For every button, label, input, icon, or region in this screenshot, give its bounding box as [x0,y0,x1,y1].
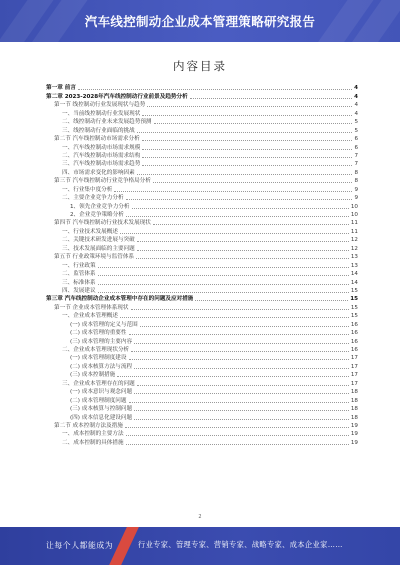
toc-entry[interactable] [46,337,358,345]
toc-heading: 内容目录 [173,59,227,73]
toc-dot-leader [126,216,349,217]
toc-dot-leader [132,208,349,209]
toc-entry-page: 18 [350,414,358,421]
toc-entry[interactable] [46,219,358,227]
toc-dot-leader [134,419,349,420]
toc-entry-title: 二、汽车线控制动市场需求结构 [62,152,141,159]
toc-entry-page: 7 [354,152,358,159]
toc-entry-title: 一、行业集中度分析 [62,186,113,193]
toc-dot-leader [142,157,352,158]
toc-entry[interactable] [46,227,358,235]
toc-entry-title: 一、汽车线控制动市场需求规模 [62,144,141,151]
toc-entry-title: 一、行业政策 [62,262,96,269]
toc-entry-page: 7 [354,161,358,168]
toc-entry[interactable] [46,84,358,92]
toc-entry-title: (一) 成本管理的定义与范围 [70,321,138,328]
page-number: 2 [198,514,202,520]
toc-dot-leader [126,444,349,445]
toc-entry-title: 2、企业竞争策略分析 [70,212,124,218]
toc-entry-title: 二、企业成本管理现状分析 [62,347,130,353]
toc-entry-title: (四) 成本信息化建设问题 [70,414,133,421]
toc-entry-title: (二) 成本管理制度问题 [70,397,127,404]
toc-entry-page: 8 [354,178,358,185]
toc-entry-page: 11 [350,220,358,227]
toc-dot-leader [125,427,349,428]
toc-entry-title: 三、标准体系 [62,279,96,286]
toc-dot-leader [134,393,349,394]
toc-dot-leader [98,284,349,285]
toc-entry-title: 三、企业成本管理存在的问题 [62,380,135,387]
toc-entry-page: 13 [350,254,358,261]
toc-dot-leader [142,165,352,166]
footer-accent-stripe [109,527,139,565]
toc-dot-leader [131,309,349,310]
toc-entry-title: (三) 成本控制措施 [70,372,116,379]
toc-entry[interactable] [46,194,358,202]
toc-dot-leader [142,149,352,150]
toc-entry[interactable] [46,430,358,438]
toc-entry-page: 4 [354,110,358,117]
toc-entry-page: 9 [354,186,358,193]
toc-entry-page: 4 [354,85,358,92]
report-title: 汽车线控制动企业成本管理策略研究报告 [84,14,316,29]
toc-entry[interactable] [46,270,358,278]
toc-entry-title: (三) 成本管理的主要内容 [70,338,133,345]
toc-entry[interactable] [46,354,358,362]
toc-entry-page: 15 [350,313,358,320]
toc-dot-leader [129,334,349,335]
toc-entry[interactable] [46,236,358,244]
toc-entry-page: 12 [350,237,358,244]
toc-entry-page: 4 [354,93,358,100]
toc-entry-page: 18 [350,397,358,404]
toc-entry-page: 9 [354,195,358,202]
toc-entry-page: 17 [350,380,358,387]
toc-entry[interactable] [46,202,358,210]
toc-entry-page: 18 [350,389,358,396]
toc-entry-title: 二、关键技术研发进展与突破 [62,237,135,244]
toc-entry-page: 15 [350,287,358,294]
toc-entry[interactable] [46,152,358,160]
toc-entry-title: 第二章 2023-2028年汽车线控制动行业前景及趋势分析 [46,93,188,100]
toc-entry-title: (二) 成本核算方法与流程 [70,363,133,370]
toc-dot-leader [78,89,352,90]
toc-dot-leader [142,140,353,141]
toc-entry-title: 四、市场需求变化的影响因素 [62,169,135,176]
toc-entry[interactable] [46,371,358,379]
toc-dot-leader [190,98,352,99]
toc-entry-page: 19 [350,431,358,438]
toc-dot-leader [137,241,349,242]
toc-entry[interactable] [46,118,358,126]
toc-entry-page: 4 [354,102,358,109]
toc-entry-page: 18 [350,406,358,413]
toc-entry[interactable] [46,295,358,303]
toc-dot-leader [140,326,349,327]
toc-entry[interactable] [46,253,358,261]
toc-entry[interactable] [46,346,358,354]
toc-entry-page: 19 [350,422,358,429]
toc-dot-leader [98,292,349,293]
report-header-banner [0,0,400,42]
toc-entry[interactable] [46,320,358,328]
toc-entry-page: 13 [350,262,358,269]
toc-dot-leader [137,132,353,133]
toc-entry-title: 三、汽车线控制动市场需求趋势 [62,161,141,168]
toc-dot-leader [129,359,349,360]
toc-entry-page: 12 [350,245,358,252]
toc-entry-title: 第一节 企业成本管理体系现状 [54,304,129,311]
toc-entry-page: 5 [354,119,358,126]
footer-banner [0,527,400,565]
toc-dot-leader [98,275,349,276]
toc-dot-leader [136,258,349,259]
toc-entry-page: 17 [350,372,358,379]
toc-entry-page: 15 [350,296,358,303]
toc-entry-page: 14 [350,279,358,286]
toc-entry-title: 三、技术发展面临的主要问题 [62,245,135,252]
toc-entry[interactable] [46,278,358,286]
toc-entry-page: 15 [350,304,358,311]
toc-entry-title: 第二节 汽车线控制动市场需求分析 [54,136,140,143]
toc-dot-leader [142,115,352,116]
toc-dot-leader [120,233,349,234]
toc-entry-page: 16 [350,330,358,337]
toc-entry-title: 二、线控制动行业未来发展趋势预测 [62,119,152,126]
toc-entry[interactable] [46,379,358,387]
toc-entry[interactable] [46,168,358,176]
toc-entry-title: 第一节 线控制动行业发展现状与趋势 [54,102,146,109]
toc-dot-leader [195,300,348,301]
toc-entry[interactable] [46,143,358,151]
toc-entry-page: 8 [354,169,358,176]
toc-entry[interactable] [46,422,358,430]
toc-entry[interactable] [46,362,358,370]
toc-entry-title: 第四节 汽车线控制动行业技术发展现状 [54,220,151,227]
toc-entry[interactable] [46,185,358,193]
toc-entry-title: 一、行业技术发展概述 [62,228,118,235]
toc-dot-leader [98,267,349,268]
toc-entry-page: 17 [350,363,358,370]
toc-dot-leader [114,191,352,192]
toc-entry[interactable] [46,177,358,185]
toc-entry-title: 第三章 汽车线控制动企业成本管理中存在的问题及应对措施 [46,296,194,303]
toc-entry[interactable] [46,135,358,143]
toc-entry-title: (一) 成本意识与观念问题 [70,389,133,396]
table-of-contents [46,84,358,516]
toc-entry[interactable] [46,396,358,404]
toc-entry-title: 二、监管体系 [62,271,96,278]
toc-entry-page: 5 [354,127,358,134]
toc-entry-page: 17 [350,355,358,362]
toc-dot-leader [147,106,352,107]
toc-entry-page: 11 [350,228,358,235]
toc-entry-page: 10 [350,212,358,218]
toc-dot-leader [137,250,349,251]
toc-entry-title: (一) 成本管理制度建设 [70,355,127,362]
toc-dot-leader [134,410,349,411]
toc-entry[interactable] [46,101,358,109]
toc-dot-leader [134,343,349,344]
toc-entry-title: (三) 成本核算与控制问题 [70,406,133,413]
toc-entry[interactable] [46,329,358,337]
footer-slogan-right: 行业专家、管理专家、营销专家、战略专家、成本企业家…… [138,540,343,549]
toc-entry[interactable] [46,244,358,252]
toc-entry-title: 第五节 行业政策环境与监管体系 [54,254,135,261]
toc-dot-leader [153,224,349,225]
toc-entry-title: 四、发展建议 [62,287,96,294]
toc-entry-page: 6 [354,136,358,143]
toc-dot-leader [137,385,349,386]
toc-entry[interactable] [46,261,358,269]
toc-entry-title: 三、线控制动行业面临的挑战 [62,127,135,134]
toc-entry[interactable] [46,109,358,117]
toc-entry[interactable] [46,388,358,396]
toc-dot-leader [117,376,349,377]
toc-entry-page: 14 [350,271,358,278]
toc-entry-page: 16 [350,321,358,328]
toc-entry-title: 一、企业成本管理概述 [62,313,118,320]
toc-entry-title: (二) 成本管理的重要性 [70,330,127,337]
toc-entry[interactable] [46,126,358,134]
toc-entry-page: 19 [350,439,358,446]
toc-entry[interactable] [46,438,358,446]
toc-dot-leader [131,351,349,352]
toc-entry-page: 16 [350,338,358,345]
toc-dot-leader [126,199,353,200]
toc-dot-leader [126,435,349,436]
toc-entry[interactable] [46,405,358,413]
toc-entry[interactable] [46,303,358,311]
toc-dot-leader [120,317,349,318]
toc-entry[interactable] [46,160,358,168]
toc-dot-leader [153,182,353,183]
toc-entry[interactable] [46,413,358,421]
toc-dot-leader [134,368,349,369]
toc-entry-title: 二、成本控制的具体措施 [62,439,124,446]
toc-entry-title: 第三节 汽车线控制动行业竞争格局分析 [54,178,151,185]
footer-slogan-left: 让每个人都能成为 [46,541,114,550]
toc-entry-title: 第二节 成本控制方法及措施 [54,422,123,429]
toc-entry-title: 二、主要企业竞争力分析 [62,195,124,202]
toc-entry-page: 16 [350,347,358,353]
toc-dot-leader [137,174,353,175]
toc-dot-leader [154,123,353,124]
toc-entry-title: 第一章 前言 [46,85,76,92]
toc-entry[interactable] [46,287,358,295]
toc-entry-page: 10 [350,203,358,210]
toc-dot-leader [129,402,349,403]
toc-entry-title: 1、领先企业竞争力分析 [70,203,130,210]
toc-entry-title: 一、当前线控制动行业发展现状 [62,110,141,117]
toc-entry[interactable] [46,92,358,100]
toc-entry[interactable] [46,211,358,219]
toc-entry[interactable] [46,312,358,320]
toc-entry-page: 6 [354,144,358,151]
toc-entry-title: 一、成本控制的主要方法 [62,431,124,438]
